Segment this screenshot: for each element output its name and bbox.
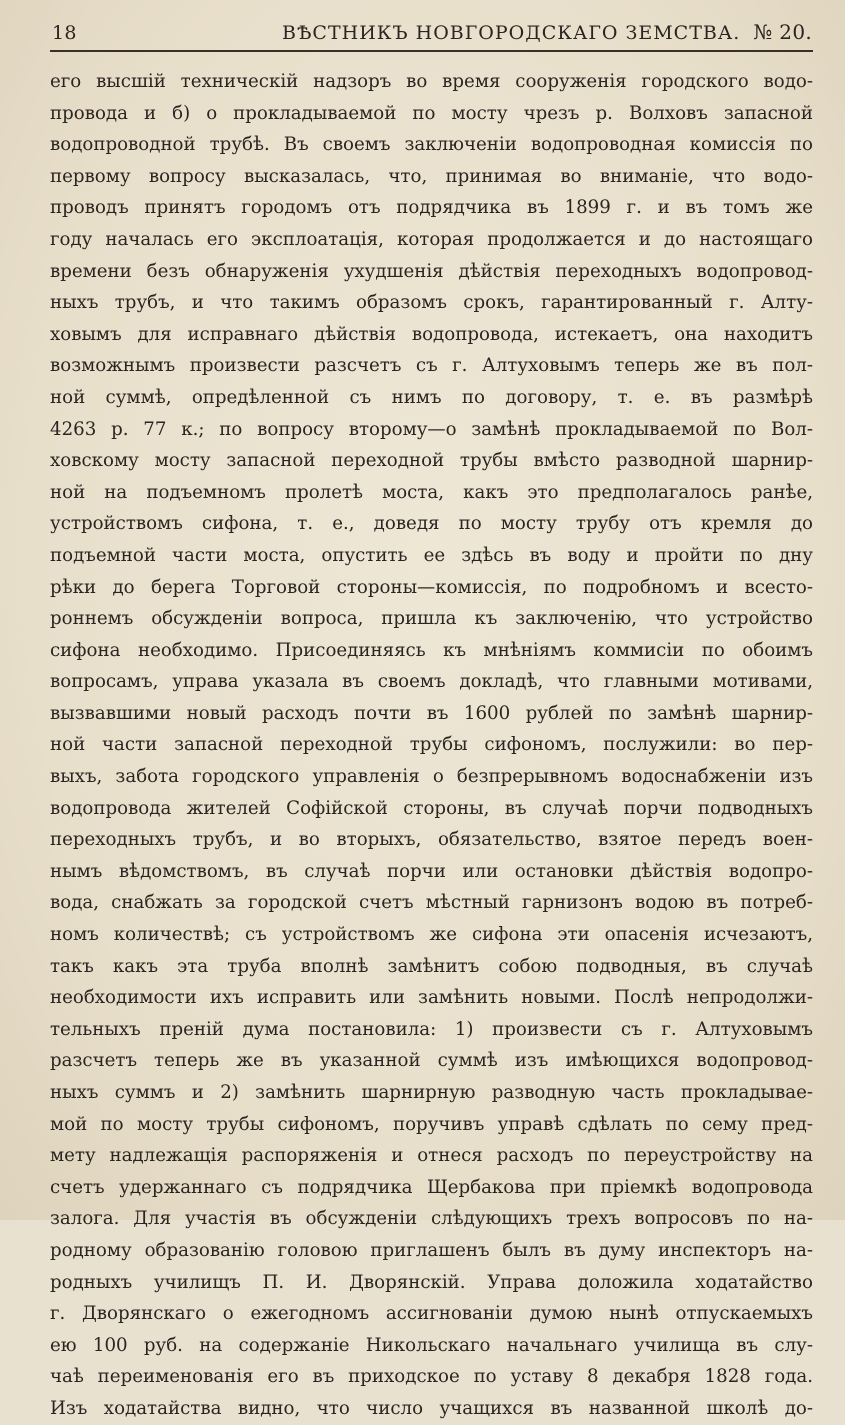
text-line: ховскому мосту запасной переходной трубы вмѣсто разводной шарнир- [50,450,813,472]
text-line: необходимости ихъ исправить или замѣнить новыми. Послѣ непродолжи- [50,987,813,1009]
text-line: мой по мосту трубы сифономъ, поручивъ управѣ сдѣлать по сему пред- [50,1113,813,1135]
text-line: ею 100 руб. на содержанiе Никольскаго начальнаго училища въ слу- [50,1334,813,1356]
article-body [50,66,813,1425]
text-line: вода, снабжать за городской счетъ мѣстный гарнизонъ водою въ потреб- [50,892,813,914]
text-line: проводъ принятъ городомъ отъ подрядчика въ 1899 г. и въ томъ же [50,197,813,219]
text-line: счетъ удержаннаго съ подрядчика Щербакова при прiемкѣ водопровода [50,1176,813,1198]
issue-number: № 20. [753,20,812,44]
text-line: водопроводной трубѣ. Въ своемъ заключенiи водопроводная комиссiя по [50,134,813,156]
text-line: возможнымъ произвести разсчетъ съ г. Алтуховымъ теперь же въ пол- [50,355,813,377]
text-line: сифона необходимо. Присоединяясь къ мнѣнiямъ коммисiи по обоимъ [50,639,813,661]
text-line: ной суммѣ, опредѣленной съ нимъ по договору, т. е. въ размѣрѣ [50,386,813,408]
text-line: вызвавшими новый расходъ почти въ 1600 рублей по замѣнѣ шарнир- [50,702,813,724]
text-line: Изъ ходатайства видно, что число учащихся въ названной школѣ до- [50,1397,813,1419]
text-line: роннемъ обсужденiи вопроса, пришла къ заключенiю, что устройство [50,608,813,630]
text-line: вопросамъ, управа указала въ своемъ докладѣ, что главными мотивами, [50,671,813,693]
text-line: номъ количествѣ; съ устройствомъ же сифона эти опасенiя исчезаютъ, [50,924,813,946]
text-line: выхъ, забота городского управленiя о безпрерывномъ водоснабженiи изъ [50,766,813,788]
text-line: провода и б) о прокладываемой по мосту чрезъ р. Волховъ запасной [50,102,813,124]
text-line: ной части запасной переходной трубы сифономъ, послужили: во пер- [50,734,813,756]
text-line: ной на подъемномъ пролетѣ моста, какъ это предполагалось ранѣе, [50,481,813,503]
text-line: времени безъ обнаруженiя ухудшенiя дѣйствiя переходныхъ водопровод- [50,260,813,282]
text-line: залога. Для участiя въ обсужденiи слѣдующихъ трехъ вопросовъ по на- [50,1208,813,1230]
text-line: разсчетъ теперь же въ указанной суммѣ изъ имѣющихся водопровод- [50,1050,813,1072]
text-line: г. Дворянскаго о ежегодномъ ассигнованiи думою нынѣ отпускаемыхъ [50,1303,813,1325]
text-line: году началась его эксплоатацiя, которая продолжается и до настоящаго [50,228,813,250]
text-line: ныхъ суммъ и 2) замѣнить шарнирную разводную часть прокладывае- [50,1082,813,1103]
text-line: ныхъ трубъ, и что такимъ образомъ срокъ, гарантированный г. Алту- [50,292,813,314]
text-line: рѣки до берега Торговой стороны—комиссiя, по подробномъ и всесто- [50,576,813,598]
journal-title: ВѢСТНИКЪ НОВГОРОДСКАГО ЗЕМСТВА. [282,22,741,44]
text-line: устройствомъ сифона, т. е., доведя по мосту трубу отъ кремля до [50,513,813,535]
text-line: нымъ вѣдомствомъ, въ случаѣ порчи или остановки дѣйствiя водопро- [50,860,813,882]
page-header [52,18,812,52]
header-divider [50,50,813,52]
text-line: первому вопросу высказалась, что, принимая во вниманiе, что водо- [50,165,813,187]
text-line: его высшiй техническiй надзоръ во время сооруженiя городского водо- [50,71,813,92]
text-line: родному образованiю головою приглашенъ былъ въ думу инспекторъ на- [50,1239,813,1261]
text-line: родныхъ училищъ П. И. Дворянскiй. Управа доложила ходатайство [50,1271,813,1293]
text-line: тельныхъ пренiй дума постановила: 1) произвести съ г. Алтуховымъ [50,1018,813,1040]
text-line: мету надлежащiя распоряженiя и отнеся расходъ по переустройству на [50,1145,813,1167]
text-line: ховымъ для исправнаго дѣйствiя водопровода, истекаетъ, она находитъ [50,323,813,345]
page-number: 18 [52,22,77,44]
text-line: чаѣ переименованiя его въ приходское по уставу 8 декабря 1828 года. [50,1366,813,1388]
text-line: такъ какъ эта труба вполнѣ замѣнитъ собою подводныя, въ случаѣ [50,955,813,977]
text-line: 4263 р. 77 к.; по вопросу второму—о замѣнѣ прокладываемой по Вол- [50,418,813,440]
text-line: переходныхъ трубъ, и во вторыхъ, обязательство, взятое передъ воен- [50,829,813,851]
text-line: водопровода жителей Софiйской стороны, въ случаѣ порчи подводныхъ [50,797,813,819]
text-line: подъемной части моста, опустить ее здѣсь въ воду и пройти по дну [50,544,813,566]
